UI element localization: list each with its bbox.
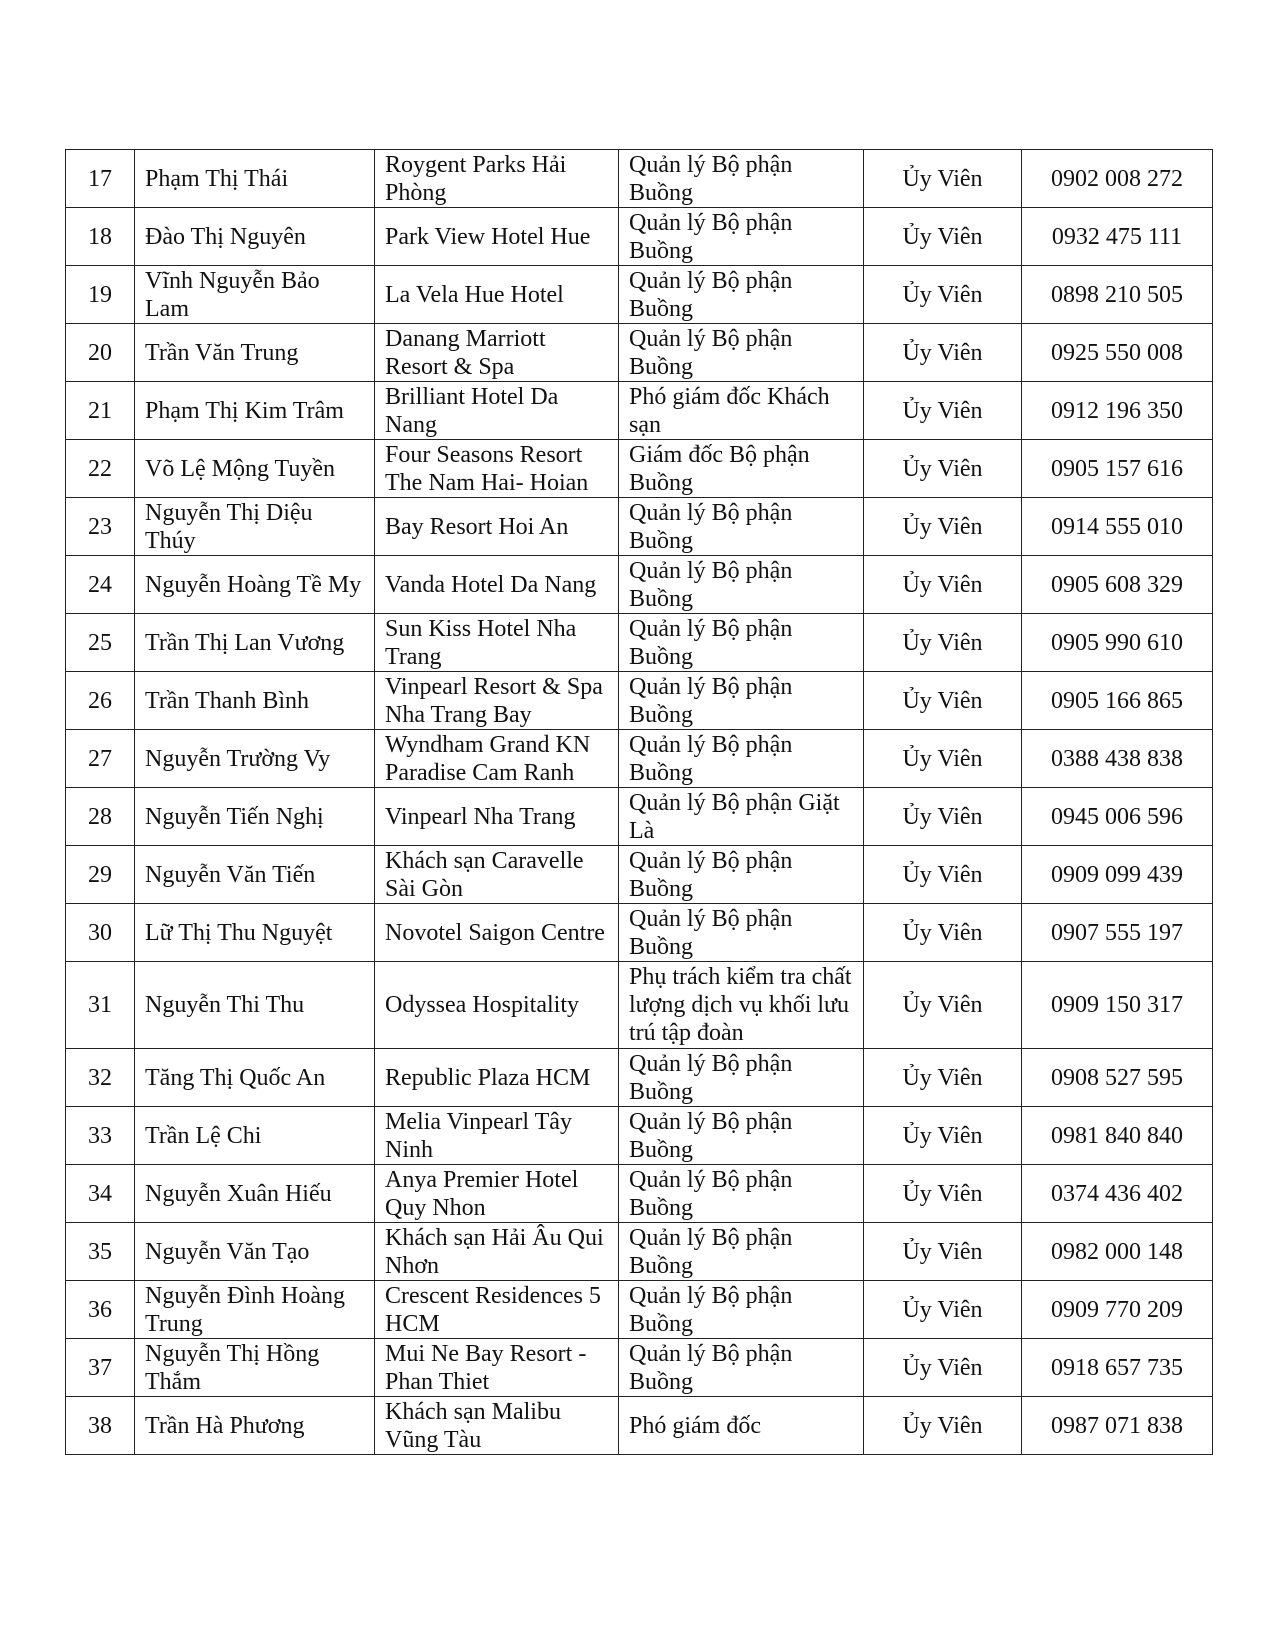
job-position: Quản lý Bộ phận Buồng <box>619 730 864 788</box>
row-number: 30 <box>66 904 135 962</box>
hotel-name: Park View Hotel Hue <box>375 208 619 266</box>
row-number: 18 <box>66 208 135 266</box>
row-number: 37 <box>66 1339 135 1397</box>
table-row <box>66 1397 1213 1455</box>
committee-role: Ủy Viên <box>864 1107 1022 1165</box>
hotel-name: Wyndham Grand KN Paradise Cam Ranh <box>375 730 619 788</box>
member-name: Nguyễn Văn Tạo <box>135 1223 375 1281</box>
committee-role: Ủy Viên <box>864 846 1022 904</box>
phone-number: 0908 527 595 <box>1022 1049 1213 1107</box>
table-row <box>66 904 1213 962</box>
table-row <box>66 382 1213 440</box>
committee-role: Ủy Viên <box>864 962 1022 1049</box>
hotel-name: La Vela Hue Hotel <box>375 266 619 324</box>
phone-number: 0925 550 008 <box>1022 324 1213 382</box>
member-name: Nguyễn Tiến Nghị <box>135 788 375 846</box>
hotel-name: Melia Vinpearl Tây Ninh <box>375 1107 619 1165</box>
phone-number: 0905 166 865 <box>1022 672 1213 730</box>
hotel-name: Vinpearl Resort & Spa Nha Trang Bay <box>375 672 619 730</box>
phone-number: 0982 000 148 <box>1022 1223 1213 1281</box>
row-number: 29 <box>66 846 135 904</box>
member-name: Nguyễn Trường Vy <box>135 730 375 788</box>
member-name: Nguyễn Thị Diệu Thúy <box>135 498 375 556</box>
hotel-name: Bay Resort Hoi An <box>375 498 619 556</box>
table-row <box>66 962 1213 1049</box>
hotel-name: Vinpearl Nha Trang <box>375 788 619 846</box>
table-row <box>66 788 1213 846</box>
table-row <box>66 672 1213 730</box>
committee-role: Ủy Viên <box>864 1165 1022 1223</box>
member-name: Lữ Thị Thu Nguyệt <box>135 904 375 962</box>
committee-role: Ủy Viên <box>864 498 1022 556</box>
member-name: Trần Thị Lan Vương <box>135 614 375 672</box>
phone-number: 0945 006 596 <box>1022 788 1213 846</box>
job-position: Quản lý Bộ phận Buồng <box>619 208 864 266</box>
member-name: Phạm Thị Kim Trâm <box>135 382 375 440</box>
hotel-name: Brilliant Hotel Da Nang <box>375 382 619 440</box>
member-name: Trần Thanh Bình <box>135 672 375 730</box>
table-row <box>66 1281 1213 1339</box>
committee-role: Ủy Viên <box>864 730 1022 788</box>
row-number: 26 <box>66 672 135 730</box>
job-position: Quản lý Bộ phận Buồng <box>619 1107 864 1165</box>
phone-number: 0932 475 111 <box>1022 208 1213 266</box>
phone-number: 0914 555 010 <box>1022 498 1213 556</box>
job-position: Quản lý Bộ phận Buồng <box>619 498 864 556</box>
table-row <box>66 1049 1213 1107</box>
hotel-name: Crescent Residences 5 HCM <box>375 1281 619 1339</box>
committee-role: Ủy Viên <box>864 614 1022 672</box>
phone-number: 0902 008 272 <box>1022 150 1213 208</box>
job-position: Quản lý Bộ phận Giặt Là <box>619 788 864 846</box>
hotel-name: Novotel Saigon Centre <box>375 904 619 962</box>
member-table <box>65 149 1213 1455</box>
table-row <box>66 150 1213 208</box>
phone-number: 0905 157 616 <box>1022 440 1213 498</box>
member-name: Đào Thị Nguyên <box>135 208 375 266</box>
hotel-name: Danang Marriott Resort & Spa <box>375 324 619 382</box>
job-position: Quản lý Bộ phận Buồng <box>619 1339 864 1397</box>
table-row <box>66 846 1213 904</box>
job-position: Quản lý Bộ phận Buồng <box>619 1165 864 1223</box>
job-position: Quản lý Bộ phận Buồng <box>619 324 864 382</box>
member-name: Nguyễn Xuân Hiếu <box>135 1165 375 1223</box>
job-position: Quản lý Bộ phận Buồng <box>619 614 864 672</box>
hotel-name: Sun Kiss Hotel Nha Trang <box>375 614 619 672</box>
table-row <box>66 208 1213 266</box>
row-number: 28 <box>66 788 135 846</box>
committee-role: Ủy Viên <box>864 1397 1022 1455</box>
row-number: 36 <box>66 1281 135 1339</box>
table-row <box>66 556 1213 614</box>
hotel-name: Four Seasons Resort The Nam Hai- Hoian <box>375 440 619 498</box>
member-name: Võ Lệ Mộng Tuyền <box>135 440 375 498</box>
committee-role: Ủy Viên <box>864 440 1022 498</box>
committee-role: Ủy Viên <box>864 150 1022 208</box>
table-row <box>66 440 1213 498</box>
job-position: Quản lý Bộ phận Buồng <box>619 556 864 614</box>
member-name: Nguyễn Văn Tiến <box>135 846 375 904</box>
job-position: Phụ trách kiểm tra chất lượng dịch vụ khối lưu trú tập đoàn <box>619 962 864 1049</box>
member-name: Nguyễn Hoàng Tề My <box>135 556 375 614</box>
phone-number: 0909 770 209 <box>1022 1281 1213 1339</box>
phone-number: 0909 099 439 <box>1022 846 1213 904</box>
job-position: Phó giám đốc Khách sạn <box>619 382 864 440</box>
table-row <box>66 730 1213 788</box>
member-name: Tăng Thị Quốc An <box>135 1049 375 1107</box>
committee-role: Ủy Viên <box>864 1339 1022 1397</box>
phone-number: 0388 438 838 <box>1022 730 1213 788</box>
member-name: Phạm Thị Thái <box>135 150 375 208</box>
member-name: Nguyễn Thị Hồng Thắm <box>135 1339 375 1397</box>
hotel-name: Anya Premier Hotel Quy Nhon <box>375 1165 619 1223</box>
job-position: Quản lý Bộ phận Buồng <box>619 846 864 904</box>
phone-number: 0918 657 735 <box>1022 1339 1213 1397</box>
member-name: Trần Lệ Chi <box>135 1107 375 1165</box>
committee-role: Ủy Viên <box>864 672 1022 730</box>
row-number: 27 <box>66 730 135 788</box>
committee-role: Ủy Viên <box>864 324 1022 382</box>
hotel-name: Khách sạn Caravelle Sài Gòn <box>375 846 619 904</box>
committee-role: Ủy Viên <box>864 1223 1022 1281</box>
phone-number: 0912 196 350 <box>1022 382 1213 440</box>
phone-number: 0905 990 610 <box>1022 614 1213 672</box>
table-row <box>66 266 1213 324</box>
committee-role: Ủy Viên <box>864 382 1022 440</box>
row-number: 20 <box>66 324 135 382</box>
committee-role: Ủy Viên <box>864 1049 1022 1107</box>
row-number: 25 <box>66 614 135 672</box>
hotel-name: Khách sạn Malibu Vũng Tàu <box>375 1397 619 1455</box>
member-name: Trần Hà Phương <box>135 1397 375 1455</box>
committee-role: Ủy Viên <box>864 788 1022 846</box>
phone-number: 0981 840 840 <box>1022 1107 1213 1165</box>
row-number: 33 <box>66 1107 135 1165</box>
phone-number: 0987 071 838 <box>1022 1397 1213 1455</box>
job-position: Quản lý Bộ phận Buồng <box>619 266 864 324</box>
phone-number: 0907 555 197 <box>1022 904 1213 962</box>
hotel-name: Vanda Hotel Da Nang <box>375 556 619 614</box>
job-position: Quản lý Bộ phận Buồng <box>619 1049 864 1107</box>
job-position: Giám đốc Bộ phận Buồng <box>619 440 864 498</box>
job-position: Quản lý Bộ phận Buồng <box>619 150 864 208</box>
job-position: Phó giám đốc <box>619 1397 864 1455</box>
row-number: 32 <box>66 1049 135 1107</box>
committee-role: Ủy Viên <box>864 1281 1022 1339</box>
row-number: 22 <box>66 440 135 498</box>
row-number: 38 <box>66 1397 135 1455</box>
phone-number: 0898 210 505 <box>1022 266 1213 324</box>
table-row <box>66 498 1213 556</box>
member-table-body <box>66 150 1213 1455</box>
row-number: 21 <box>66 382 135 440</box>
row-number: 31 <box>66 962 135 1049</box>
row-number: 19 <box>66 266 135 324</box>
member-name: Nguyễn Thi Thu <box>135 962 375 1049</box>
phone-number: 0909 150 317 <box>1022 962 1213 1049</box>
member-name: Trần Văn Trung <box>135 324 375 382</box>
job-position: Quản lý Bộ phận Buồng <box>619 904 864 962</box>
committee-role: Ủy Viên <box>864 556 1022 614</box>
table-row <box>66 324 1213 382</box>
committee-role: Ủy Viên <box>864 266 1022 324</box>
job-position: Quản lý Bộ phận Buồng <box>619 1223 864 1281</box>
member-name: Nguyễn Đình Hoàng Trung <box>135 1281 375 1339</box>
table-row <box>66 1107 1213 1165</box>
hotel-name: Khách sạn Hải Âu Qui Nhơn <box>375 1223 619 1281</box>
committee-role: Ủy Viên <box>864 208 1022 266</box>
member-name: Vĩnh Nguyễn Bảo Lam <box>135 266 375 324</box>
table-row <box>66 614 1213 672</box>
table-row <box>66 1223 1213 1281</box>
hotel-name: Republic Plaza HCM <box>375 1049 619 1107</box>
hotel-name: Odyssea Hospitality <box>375 962 619 1049</box>
hotel-name: Mui Ne Bay Resort - Phan Thiet <box>375 1339 619 1397</box>
table-row <box>66 1165 1213 1223</box>
row-number: 24 <box>66 556 135 614</box>
hotel-name: Roygent Parks Hải Phòng <box>375 150 619 208</box>
phone-number: 0374 436 402 <box>1022 1165 1213 1223</box>
job-position: Quản lý Bộ phận Buồng <box>619 672 864 730</box>
committee-role: Ủy Viên <box>864 904 1022 962</box>
row-number: 23 <box>66 498 135 556</box>
table-row <box>66 1339 1213 1397</box>
job-position: Quản lý Bộ phận Buồng <box>619 1281 864 1339</box>
row-number: 17 <box>66 150 135 208</box>
row-number: 34 <box>66 1165 135 1223</box>
row-number: 35 <box>66 1223 135 1281</box>
phone-number: 0905 608 329 <box>1022 556 1213 614</box>
